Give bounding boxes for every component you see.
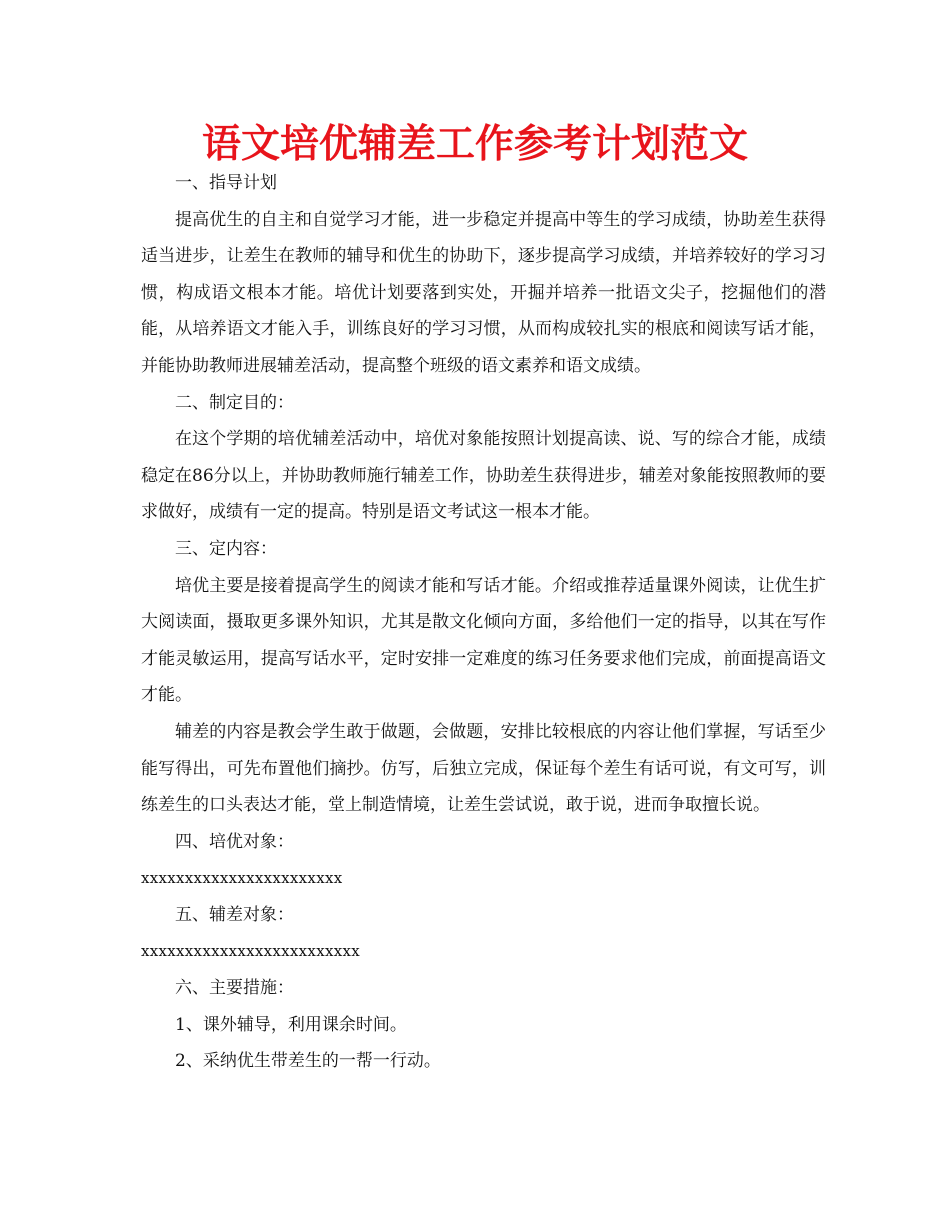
measure-item-2: 2、采纳优生带差生的一帮一行动。 <box>175 1051 441 1072</box>
document-body <box>141 165 826 1080</box>
excellent-students-list: xxxxxxxxxxxxxxxxxxxxxxx <box>141 869 343 888</box>
section-heading-content: 三、定内容： <box>175 538 277 559</box>
document-title: 语文培优辅差工作参考计划范文 <box>201 122 748 167</box>
section-heading-measures: 六、主要措施： <box>175 978 294 999</box>
remedial-students-list: xxxxxxxxxxxxxxxxxxxxxxxxx <box>141 942 360 961</box>
paragraph-goals: 在这个学期的培优辅差活动中，培优对象能按照计划提高读、说、写的综合才能，成绩稳定在86分以上，并协助教师施行辅差工作，协助差生获得进步，辅差对象能按照教师的要求做好，成绩有一定的提高。特别是语文考试这一根本才能。 <box>141 429 826 523</box>
section-heading-goals: 二、制定目的： <box>175 392 294 413</box>
paragraph-content-remedial: 辅差的内容是教会学生敢于做题，会做题，安排比较根底的内容让他们掌握，写话至少能写得出，可先布置他们摘抄。仿写，后独立完成，保证每个差生有话可说，有文可写，训练差生的口头表达才能，堂上制造情境，让差生尝试说，敢于说，进而争取擅长说。 <box>141 721 826 816</box>
measure-item-1: 1、课外辅导，利用课余时间。 <box>175 1014 407 1035</box>
paragraph-guidance: 提高优生的自主和自觉学习才能，进一步稳定并提高中等生的学习成绩，协助差生获得适当进步，让差生在教师的辅导和优生的协助下，逐步提高学习成绩，并培养较好的学习习惯，构成语文根本才能。培优计划要落到实处，开掘并培养一批语文尖子，挖掘他们的潜能，从培养语文才能入手，训练良好的学习习惯，从而构成较扎实的根底和阅读写话才能，并能协助教师进展辅差活动，提高整个班级的语文素养和语文成绩。 <box>141 209 826 376</box>
section-heading-guidance: 一、指导计划 <box>175 173 277 193</box>
paragraph-content-excellent: 培优主要是接着提高学生的阅读才能和写话才能。介绍或推荐适量课外阅读，让优生扩大阅读面，摄取更多课外知识，尤其是散文化倾向方面，多给他们一定的指导，以其在写作才能灵敏运用，提高写话水平，定时安排一定难度的练习任务要求他们完成，前面提高语文才能。 <box>141 575 826 706</box>
section-heading-remedial-students: 五、辅差对象： <box>175 904 294 925</box>
section-heading-excellent-students: 四、培优对象： <box>175 831 294 852</box>
